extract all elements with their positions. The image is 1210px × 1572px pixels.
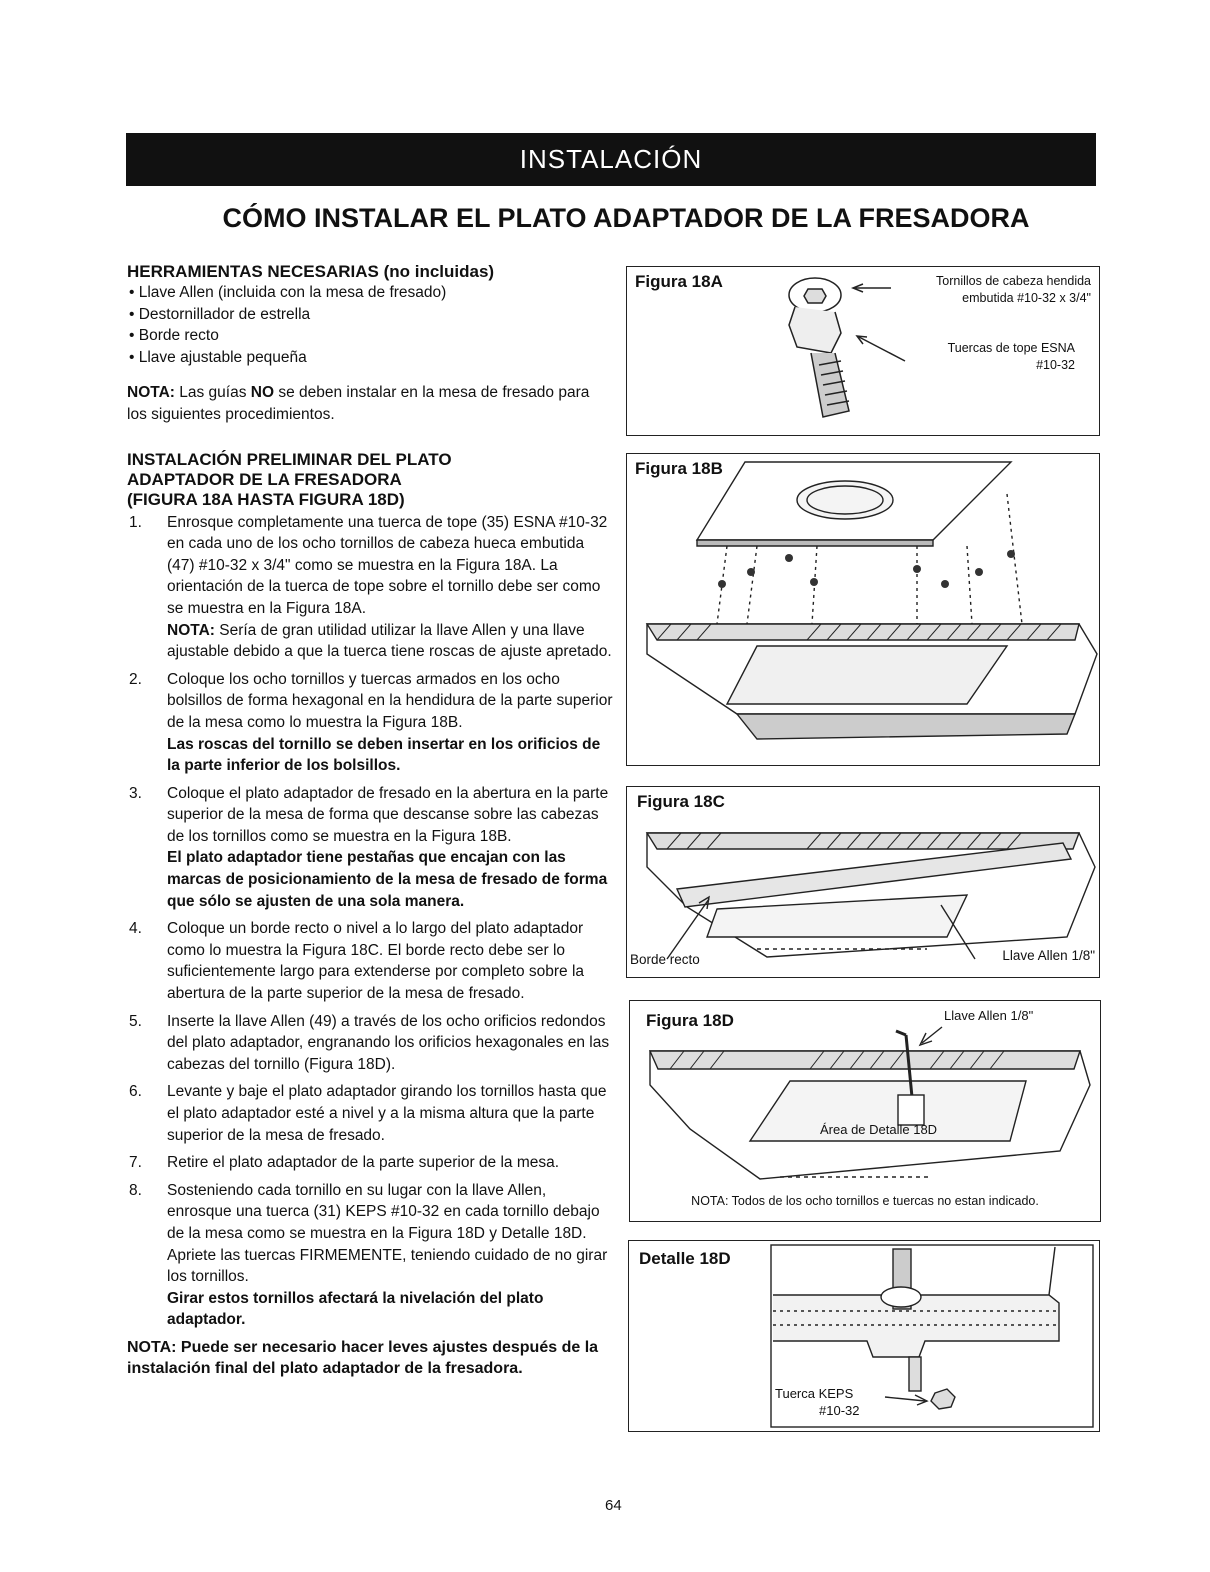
- list-item: • Llave Allen (incluida con la mesa de fresado): [129, 284, 447, 301]
- step-1: [127, 512, 613, 663]
- step-number: 3.: [129, 784, 142, 802]
- step-text: Inserte la llave Allen (49) a través de los ocho orificios redondos del plato adaptador, engranando los orificios hexagonales en las cabezas del tornillo (Figura 18D).: [167, 1012, 610, 1073]
- figure-18a: [626, 266, 1100, 436]
- list-item: • Destornillador de estrella: [129, 305, 311, 323]
- step-number: 8.: [129, 1181, 142, 1199]
- page-number: 64: [605, 1497, 622, 1514]
- figure-label: Figura 18C: [637, 792, 725, 811]
- callout-detail-area: Área de Detalle 18D: [820, 1122, 938, 1137]
- step-text: Coloque los ocho tornillos y tuercas armados en los ocho bolsillos de forma hexagonal en la hendidura de la parte superior de la mesa como lo muestra la Figura 18B.: [167, 670, 613, 731]
- figure-18b: [626, 453, 1100, 766]
- nota-text: se deben instalar en la mesa de fresado para los siguientes procedimientos.: [127, 384, 590, 423]
- nota-emphasis: NO: [250, 384, 275, 402]
- step-emphasis: El plato adaptador tiene pestañas que encajan con las marcas de posicionamiento de la mesa de fresado de forma que sólo se ajusten de una sola manera.: [167, 849, 608, 910]
- step-number: 6.: [129, 1083, 142, 1101]
- step-2: [127, 669, 613, 777]
- step-number: 1.: [129, 513, 142, 531]
- section-heading-line: ADAPTADOR DE LA FRESADORA: [127, 469, 402, 489]
- callout-keps-nut: [775, 1385, 859, 1419]
- plate-exploded-illustration: [627, 454, 1099, 765]
- keps-nut-illustration: [629, 1241, 1099, 1431]
- step-text: Retire el plato adaptador de la parte superior de la mesa.: [167, 1154, 560, 1172]
- step-number: 5.: [129, 1012, 142, 1030]
- list-item: • Borde recto: [129, 327, 219, 345]
- figure-label: Figura 18D: [646, 1011, 734, 1030]
- step-note: Sería de gran utilidad utilizar la llave Allen y una llave ajustable debido a que la tuerca tiene roscas de ajuste apretado.: [167, 621, 612, 661]
- step-text: Levante y baje el plato adaptador girando los tornillos hasta que el plato adaptador esté a nivel y a la misma altura que la parte superior de la mesa de fresado.: [167, 1083, 607, 1144]
- instructions-column: [127, 262, 613, 1379]
- step-number: 2.: [129, 670, 142, 688]
- callout-nuts: [948, 340, 1075, 374]
- step-3: [127, 783, 613, 913]
- step-number: 7.: [129, 1154, 142, 1172]
- callout-allen-wrench: Llave Allen 1/8": [944, 1008, 1034, 1023]
- step-7: [127, 1152, 613, 1174]
- allen-wrench-illustration: [630, 1001, 1100, 1221]
- step-text: Coloque el plato adaptador de fresado en la abertura en la parte superior de la mesa de forma que descanse sobre las cabezas de los tornillos como se muestra en la Figura 18B.: [167, 784, 609, 845]
- detail-18d: [628, 1240, 1100, 1432]
- callout-straightedge: Borde recto: [630, 952, 700, 967]
- section-banner: INSTALACIÓN: [126, 133, 1096, 186]
- section-heading-line: (FIGURA 18A HASTA FIGURA 18D): [127, 489, 405, 509]
- step-4: [127, 918, 613, 1004]
- step-5: [127, 1011, 613, 1076]
- step-emphasis: Girar estos tornillos afectará la nivelación del plato adaptador.: [167, 1289, 544, 1329]
- step-6: [127, 1081, 613, 1146]
- step-note-label: NOTA:: [167, 621, 215, 639]
- figure-18d: [629, 1000, 1101, 1222]
- nota-label: NOTA:: [127, 384, 175, 402]
- step-number: 4.: [129, 920, 142, 938]
- nota-guias: [127, 382, 613, 425]
- callout-line: Tornillos de cabeza hendida: [936, 274, 1091, 288]
- figure-label: Figura 18B: [635, 459, 723, 478]
- page-title: CÓMO INSTALAR EL PLATO ADAPTADOR DE LA FRESADORA: [222, 203, 1030, 233]
- figure-18c: [626, 786, 1100, 978]
- final-note: NOTA: Puede ser necesario hacer leves ajustes después de la instalación final del plato adaptador de la fresadora.: [127, 1338, 599, 1377]
- section-heading: [127, 450, 613, 510]
- callout-line: #10-32: [1036, 358, 1075, 372]
- list-item: • Llave ajustable pequeña: [129, 348, 307, 366]
- step-text: Enrosque completamente una tuerca de tope (35) ESNA #10-32 en cada uno de los ocho tornillos de cabeza hueca embutida (47) #10-32 x 3/4" como se muestra en la Figura 18A. La orientación de la tuerca de tope sobre el tornillo debe ser como se muestra en la Figura 18A.: [167, 513, 608, 617]
- callout-screws: [936, 273, 1091, 307]
- step-text: Sosteniendo cada tornillo en su lugar con la llave Allen, enrosque una tuerca (31) KEPS #10-32 en cada tornillo debajo de la mesa como se muestra en la Figura 18D y Detalle 18D. Apriete las tuercas FIRMEMENTE, teniendo cuidado de no girar los tornillos.: [167, 1181, 608, 1286]
- figure-note: NOTA: Todos de los ocho tornillos e tuercas no estan indicado.: [691, 1194, 1039, 1208]
- nota-text: Las guías: [174, 384, 251, 402]
- callout-allen-wrench: Llave Allen 1/8": [1002, 948, 1095, 963]
- section-heading-line: INSTALACIÓN PRELIMINAR DEL PLATO: [127, 449, 452, 469]
- figure-label: Figura 18A: [635, 272, 723, 291]
- callout-line: Tuerca KEPS: [775, 1386, 854, 1401]
- steps-list: [127, 512, 613, 1331]
- tools-list: [127, 282, 613, 368]
- step-emphasis: Las roscas del tornillo se deben insertar en los orificios de la parte inferior de los bolsillos.: [167, 735, 601, 775]
- step-8: [127, 1180, 613, 1331]
- callout-line: embutida #10-32 x 3/4": [962, 291, 1091, 305]
- callout-line: Tuercas de tope ESNA: [947, 341, 1075, 355]
- figure-label: Detalle 18D: [639, 1249, 731, 1268]
- callout-line: #10-32: [819, 1403, 860, 1418]
- step-text: Coloque un borde recto o nivel a lo largo del plato adaptador como lo muestra la Figura 18C. El borde recto debe ser lo suficientemente largo para extenderse por completo sobre la abertura de la parte superior de la mesa de fresado.: [167, 920, 585, 1003]
- tools-heading: HERRAMIENTAS NECESARIAS (no incluidas): [127, 262, 495, 281]
